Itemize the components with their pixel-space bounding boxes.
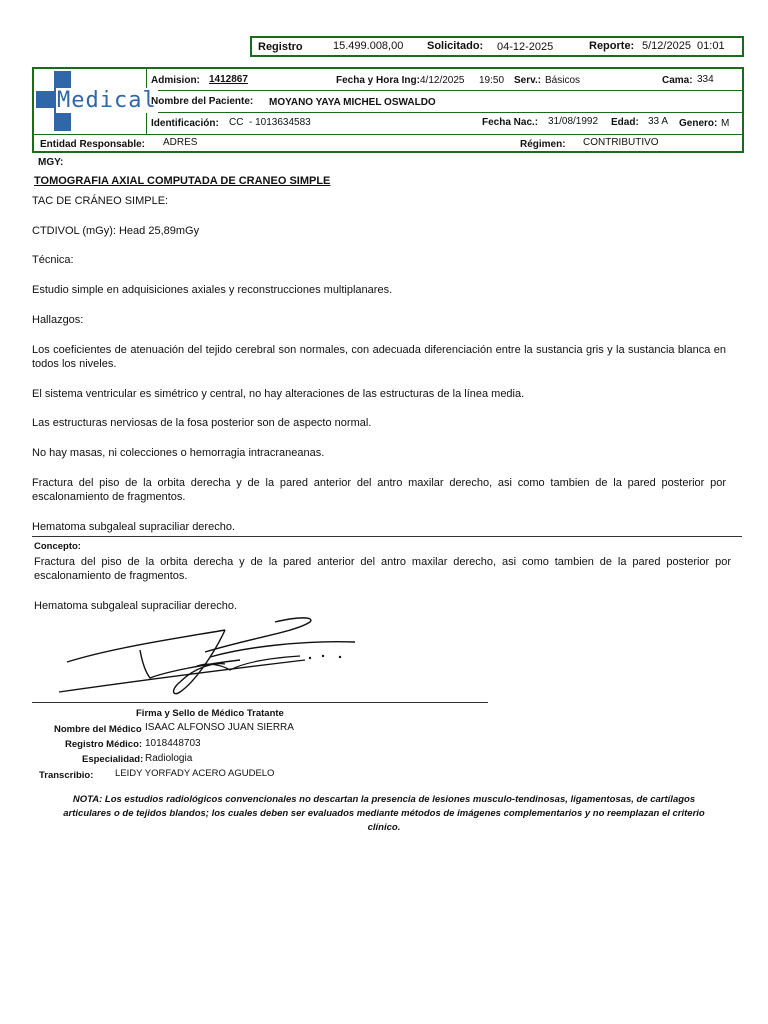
signature-caption: Firma y Sello de Médico Tratante xyxy=(136,708,284,719)
medical-logo xyxy=(34,69,157,133)
fecha-nac-label: Fecha Nac.: xyxy=(482,117,539,128)
admision-value: 1412867 xyxy=(209,74,248,85)
regimen-label: Régimen: xyxy=(520,139,566,150)
concepto-label: Concepto: xyxy=(34,541,81,552)
regimen-value: CONTRIBUTIVO xyxy=(583,137,659,148)
transcribio-label: Transcribio: xyxy=(39,770,94,781)
registro-label: Registro xyxy=(258,41,303,53)
admision-label: Admision: xyxy=(151,75,200,86)
row-divider-1 xyxy=(146,90,743,91)
solicitado-value: 04-12-2025 xyxy=(497,41,554,53)
medico-label: Nombre del Médico xyxy=(54,724,142,735)
report-hallazgos-heading: Hallazgos: xyxy=(32,314,84,326)
genero-label: Genero: xyxy=(679,118,718,129)
report-tecnica-text: Estudio simple en adquisiciones axiales y reconstrucciones multiplanares. xyxy=(32,284,393,296)
report-hallazgo-4: No hay masas, ni colecciones o hemorragia intracraneanas. xyxy=(32,447,325,459)
registro-medico-value: 1018448703 xyxy=(145,738,201,749)
fecha-nac-value: 31/08/1992 xyxy=(548,116,599,127)
reporte-label: Reporte: xyxy=(589,40,635,52)
report-hallazgo-2: El sistema ventricular es simétrico y central, no hay alteraciones de las estructuras de la línea media. xyxy=(32,388,525,400)
reporte-value: 5/12/2025 01:01 xyxy=(642,40,725,52)
hora-ing-value: 19:50 xyxy=(479,75,505,86)
report-line-1: TAC DE CRÁNEO SIMPLE: xyxy=(32,195,169,207)
edad-label: Edad: xyxy=(611,117,639,128)
fecha-ing-value: 4/12/2025 xyxy=(420,75,465,86)
concepto-text-2: Hematoma subgaleal supraciliar derecho. xyxy=(34,600,237,612)
logo-text: Medical xyxy=(57,88,157,113)
identificacion-value: CC - 1013634583 xyxy=(229,117,311,128)
registro-medico-label: Registro Médico: xyxy=(65,739,143,750)
entidad-value: ADRES xyxy=(163,137,198,148)
genero-value: M xyxy=(721,118,730,129)
identificacion-label: Identificación: xyxy=(151,118,219,129)
especialidad-label: Especialidad: xyxy=(82,754,144,765)
registro-value: 15.499.008,00 xyxy=(333,40,404,52)
medico-value: ISAAC ALFONSO JUAN SIERRA xyxy=(145,722,294,733)
report-hallazgo-5: Fractura del piso de la orbita derecha y de la pared anterior del antro maxilar derecho, asi como tambien de la pared posterior por escalonamiento de fragmentos. xyxy=(32,477,726,503)
nombre-paciente-value: MOYANO YAYA MICHEL OSWALDO xyxy=(269,97,436,108)
especialidad-value: Radiologia xyxy=(145,753,193,764)
edad-value: 33 A xyxy=(648,116,669,127)
signature-line xyxy=(32,702,488,703)
report-line-2: CTDIVOL (mGy): Head 25,89mGy xyxy=(32,225,200,237)
report-hallazgo-3: Las estructuras nerviosas de la fosa posterior son de aspecto normal. xyxy=(32,417,372,429)
cama-label: Cama: xyxy=(662,75,693,86)
transcribio-value: LEIDY YORFADY ACERO AGUDELO xyxy=(115,768,275,779)
nota-disclaimer: NOTA: Los estudios radiológicos convencionales no descartan la presencia de lesiones musculo-tendinosas, ligamentosas, de cartílagos articulares o de tejidos blandos; los cuales deben ser evaluados mediante métodos de imágenes complementarios y no reemplazan el criterio clínico. xyxy=(63,794,705,833)
report-tecnica-heading: Técnica: xyxy=(32,254,74,266)
report-title: TOMOGRAFIA AXIAL COMPUTADA DE CRANEO SIMPLE xyxy=(34,175,331,187)
row-divider-2 xyxy=(146,112,743,113)
doctor-signature xyxy=(55,612,365,702)
solicitado-label: Solicitado: xyxy=(427,40,484,52)
row-divider-3 xyxy=(33,134,743,135)
fecha-ing-label: Fecha y Hora Ing: xyxy=(336,75,420,86)
cama-value: 334 xyxy=(697,74,714,85)
report-hallazgo-1: Los coeficientes de atenuación del tejido cerebral son normales, con adecuada diferenciación entre la sustancia gris y la sustancia blanca en todos los niveles. xyxy=(32,344,726,370)
entidad-label: Entidad Responsable: xyxy=(40,139,146,150)
serv-label: Serv.: xyxy=(514,75,542,86)
concepto-text-1: Fractura del piso de la orbita derecha y de la pared anterior del antro maxilar derecho, asi como tambien de la pared posterior por escalonamiento de fragmentos. xyxy=(34,556,731,582)
concepto-divider xyxy=(32,536,742,537)
report-hallazgo-6: Hematoma subgaleal supraciliar derecho. xyxy=(32,521,235,533)
nombre-paciente-label: Nombre del Paciente: xyxy=(151,96,254,107)
mgy-label: MGY: xyxy=(38,157,64,168)
serv-value: Básicos xyxy=(545,75,581,86)
